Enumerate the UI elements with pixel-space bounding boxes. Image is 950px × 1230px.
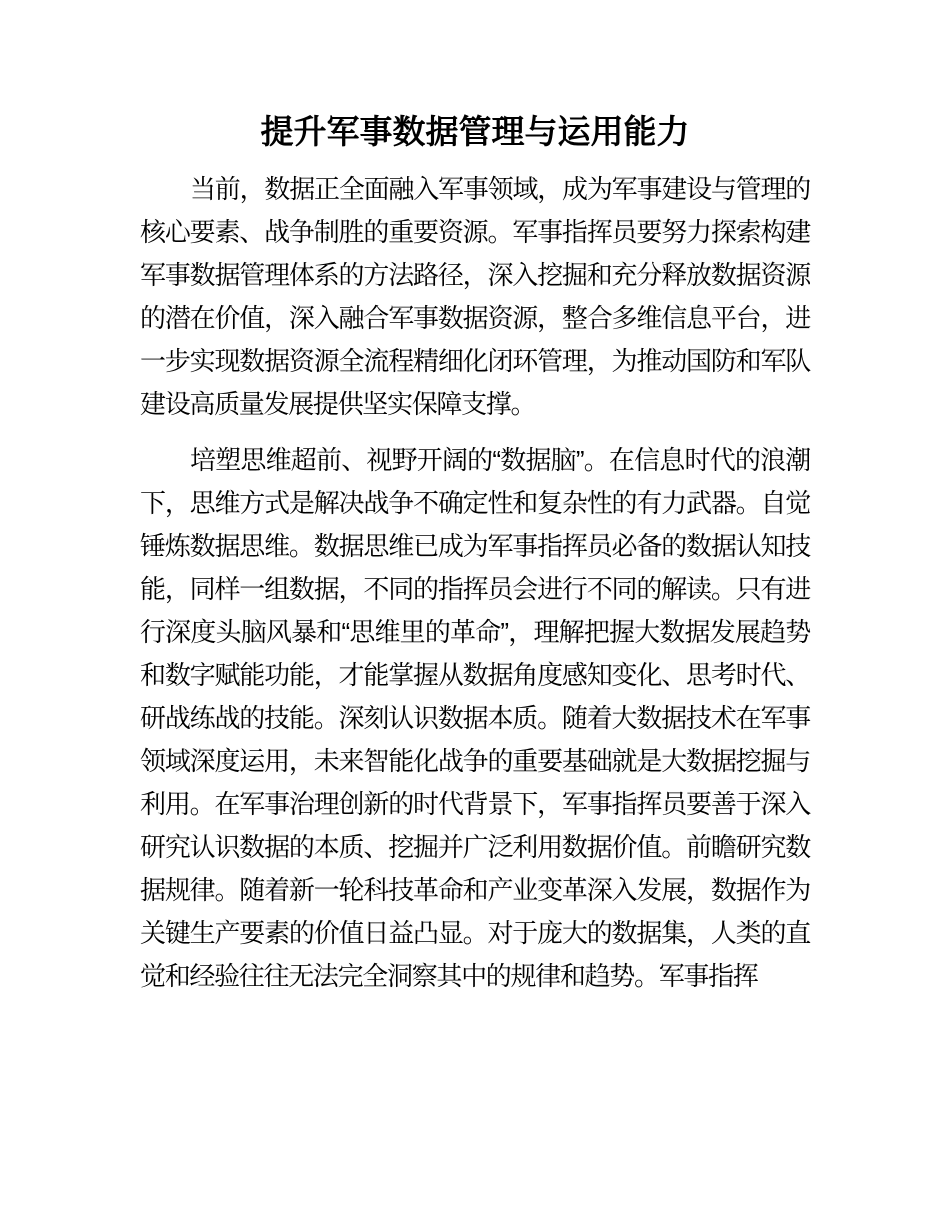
paragraph-2: 培塑思维超前、视野开阔的“数据脑”。在信息时代的浪潮下，思维方式是解决战争不确定性和复杂性的有力武器。自觉锤炼数据思维。数据思维已成为军事指挥员必备的数据认知技能，同样一组数据，不同的指挥员会进行不同的解读。只有进行深度头脑风暴和“思维里的革命”，理解把握大数据发展趋势和数字赋能功能，才能掌握从数据角度感知变化、思考时代、研战练战的技能。深刻认识数据本质。随着大数据技术在军事领域深度运用，未来智能化战争的重要基础就是大数据挖掘与利用。在军事治理创新的时代背景下，军事指挥员要善于深入研究认识数据的本质、挖掘并广泛利用数据价值。前瞻研究数据规律。随着新一轮科技革命和产业变革深入发展，数据作为关键生产要素的价值日益凸显。对于庞大的数据集，人类的直觉和经验往往无法完全洞察其中的规律和趋势。军事指挥 (140, 445, 810, 991)
paragraph-1: 当前，数据正全面融入军事领域，成为军事建设与管理的核心要素、战争制胜的重要资源。军事指挥员要努力探索构建军事数据管理体系的方法路径，深入挖掘和充分释放数据资源的潜在价值，深入融合军事数据资源，整合多维信息平台，进一步实现数据资源全流程精细化闭环管理，为推动国防和军队建设高质量发展提供坚实保障支撑。 (140, 174, 810, 419)
document-title: 提升军事数据管理与运用能力 (260, 113, 690, 150)
